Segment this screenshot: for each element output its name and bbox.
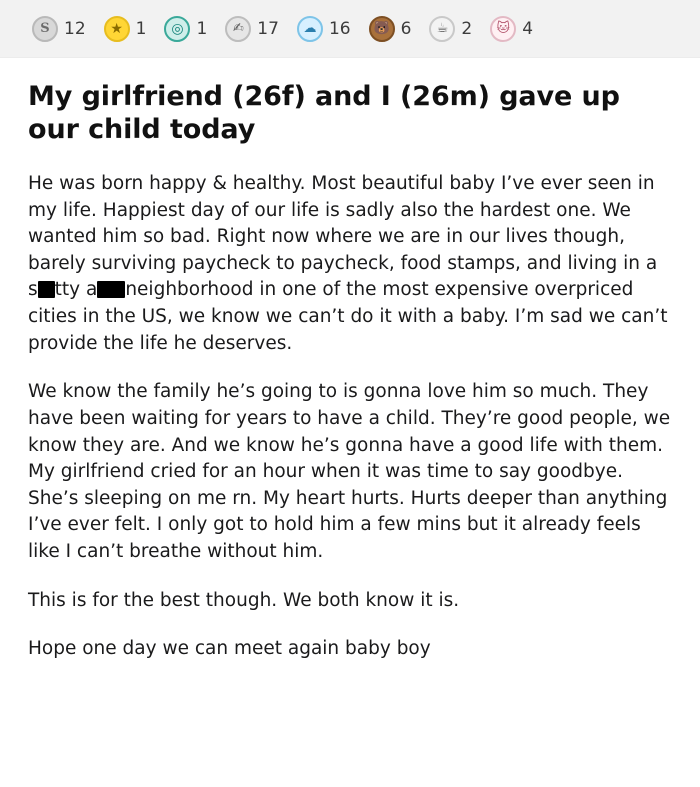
tea-award-count: 2 <box>461 18 473 39</box>
paragraph-1-text-end: neighborhood in one of the most expensive overpriced cities in the US, we know we can’t do it with a baby. I’m sad we can’t provide the life he deserves. <box>28 279 668 354</box>
gold-award-count: 1 <box>135 18 147 39</box>
award-gold[interactable] <box>100 14 157 44</box>
award-cat[interactable] <box>486 14 543 44</box>
award-silver[interactable] <box>28 14 96 44</box>
award-wholesome[interactable] <box>293 14 361 44</box>
wholesome-award-icon: ☁ <box>297 16 323 42</box>
silver-award-count: 12 <box>64 18 86 39</box>
awards-bar <box>0 0 700 58</box>
post-paragraph-2: We know the family he’s going to is gonna love him so much. They have been waiting for years to have a child. They’re good people, we know they are. And we know he’s gonna have a good life with them. My girlfriend cried for an hour when it was time to say goodbye. She’s sleeping on me rn. My heart hurts. Hurts deeper than anything I’ve ever felt. I only got to hold him a few mins but it already feels like I can’t breathe without him. <box>28 381 671 563</box>
platinum-award-icon: ◎ <box>164 16 190 42</box>
wholesome-award-count: 16 <box>328 18 351 39</box>
post-paragraph-4: Hope one day we can meet again baby boy <box>28 638 431 660</box>
silver-award-icon: S <box>32 16 58 42</box>
bear-hug-award-count: 6 <box>400 18 412 39</box>
post-content <box>0 58 700 663</box>
post-body <box>28 171 672 663</box>
cat-award-icon: 🐱 <box>490 16 516 42</box>
post-paragraph-3: This is for the best though. We both know it is. <box>28 589 460 611</box>
redaction-bar-1 <box>38 281 55 298</box>
award-helpful[interactable] <box>221 14 289 44</box>
helpful-award-count: 17 <box>257 18 279 39</box>
post-paragraph-1 <box>28 171 672 357</box>
helpful-award-icon: ✍ <box>225 16 251 42</box>
award-platinum[interactable] <box>160 14 217 44</box>
paragraph-1-text-start: He was born happy & healthy. Most beautiful baby I’ve ever seen in my life. Happiest day of our life is sadly also the hardest one. We wanted him so bad. Right now where we are in our lives though, barely surviving paycheck to paycheck, food stamps, and living in a s <box>28 172 658 301</box>
award-bear-hug[interactable] <box>365 14 422 44</box>
paragraph-1-text-middle: tty a <box>54 279 98 301</box>
gold-award-icon: ★ <box>104 16 130 42</box>
bear-hug-award-icon: 🐻 <box>369 16 395 42</box>
award-tea[interactable] <box>425 14 482 44</box>
page-title: My girlfriend (26f) and I (26m) gave up our child today <box>28 81 620 146</box>
redaction-bar-2 <box>97 281 125 298</box>
cat-award-count: 4 <box>522 18 534 39</box>
tea-award-icon: ☕ <box>429 16 455 42</box>
platinum-award-count: 1 <box>196 18 208 39</box>
